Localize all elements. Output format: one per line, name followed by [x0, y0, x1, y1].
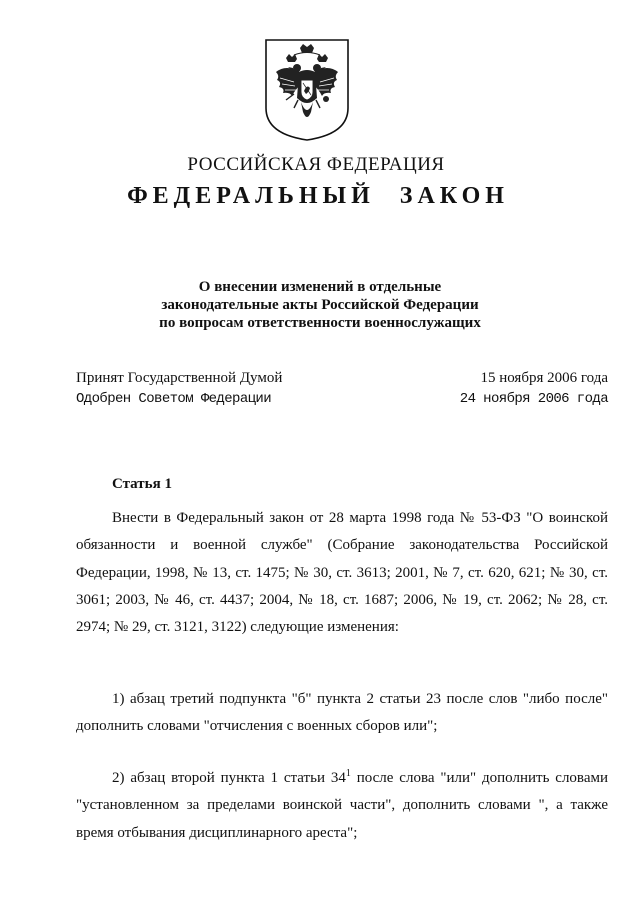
duma-adoption-date: 15 ноября 2006 года: [480, 370, 608, 386]
law-title-line: О внесении изменений в отдельные: [198, 279, 442, 295]
law-title-line: законодательные акты Российской Федерации: [161, 297, 479, 313]
coat-of-arms-emblem: [264, 38, 350, 142]
council-approval-label: Одобрен Советом Федерации: [76, 391, 272, 407]
article-item-2-start: 2) абзац второй пункта 1 статьи 34: [112, 770, 346, 786]
council-approval-date: 24 ноября 2006 года: [459, 391, 608, 407]
country-heading: РОССИЙСКАЯ ФЕДЕРАЦИЯ: [187, 154, 445, 175]
duma-adoption-label: Принят Государственной Думой: [76, 370, 283, 386]
article-item-2-rest: после слова "или" дополнить словами "установленном за пределами воинской части", дополнить словами ", а также время отбывания дисциплинарного ареста";: [76, 770, 608, 841]
article-heading: Статья 1: [112, 476, 172, 492]
adoption-duma-row: [76, 370, 608, 387]
article-number-superscript: 1: [345, 768, 351, 779]
law-title-line: по вопросам ответственности военнослужащих: [159, 315, 481, 331]
law-title: [0, 278, 640, 332]
article-item-2: [76, 760, 608, 847]
article-item-1: 1) абзац третий подпункта "б" пункта 2 статьи 23 после слов "либо после" дополнить словами "отчисления с военных сборов или";: [76, 691, 608, 735]
adoption-council-row: [76, 391, 608, 407]
article-intro-paragraph: Внести в Федеральный закон от 28 марта 1998 года № 53-ФЗ "О воинской обязанности и военной службе" (Собрание законодательства Российской Федерации, 1998, № 13, ст. 1475; № 30, ст. 3613; 2001, № 7, ст. 620, 621; № 30, ст. 3061; 2003, № 46, ст. 4437; 2004, № 18, ст. 1687; 2006, № 19, ст. 2062; № 28, ст. 2974; № 29, ст. 3121, 3122) следующие изменения:: [76, 510, 608, 636]
law-type-heading: ФЕДЕРАЛЬНЫЙ ЗАКОН: [127, 183, 509, 209]
